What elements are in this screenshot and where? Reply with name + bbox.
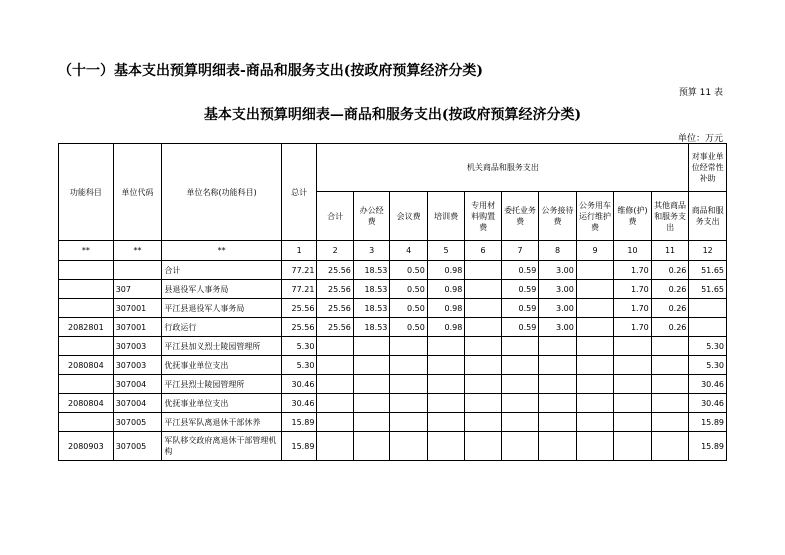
- table-cell: [501, 413, 538, 432]
- table-cell: 25.56: [317, 261, 353, 280]
- table-cell: [576, 337, 613, 356]
- index-cell: 8: [539, 241, 576, 261]
- table-cell: [427, 375, 464, 394]
- table-cell: [689, 318, 727, 337]
- table-cell: 3.00: [539, 299, 576, 318]
- table-row: [59, 299, 727, 318]
- table-cell: 30.46: [281, 375, 316, 394]
- table-cell: 平江县加义烈士陵园管理所: [162, 337, 282, 356]
- table-cell: [317, 337, 353, 356]
- table-cell: 优抚事业单位支出: [162, 394, 282, 413]
- table-cell: 0.50: [390, 261, 427, 280]
- table-cell: [465, 394, 501, 413]
- table-cell: 1.70: [614, 280, 651, 299]
- table-cell: 0.98: [427, 261, 464, 280]
- index-cell: **: [113, 241, 162, 261]
- table-cell: 0.26: [651, 318, 689, 337]
- table-cell: [353, 432, 389, 461]
- table-cell: 18.53: [353, 280, 389, 299]
- table-cell: [353, 337, 389, 356]
- table-cell: 77.21: [281, 261, 316, 280]
- table-cell: 25.56: [317, 299, 353, 318]
- table-cell: 307004: [113, 394, 162, 413]
- table-cell: [390, 432, 427, 461]
- table-cell: [614, 375, 651, 394]
- header-col: 商品和服务支出: [689, 192, 727, 241]
- table-cell: [59, 337, 114, 356]
- table-cell: [576, 356, 613, 375]
- table-cell: [465, 318, 501, 337]
- table-cell: 平江县退役军人事务局: [162, 299, 282, 318]
- table-cell: [501, 375, 538, 394]
- header-col: 专用材料购置费: [465, 192, 501, 241]
- table-cell: [59, 375, 114, 394]
- index-cell: 10: [614, 241, 651, 261]
- table-cell: [501, 337, 538, 356]
- table-cell: 25.56: [317, 318, 353, 337]
- table-cell: [614, 432, 651, 461]
- table-body: [59, 241, 727, 461]
- table-cell: 307004: [113, 375, 162, 394]
- table-cell: [390, 375, 427, 394]
- header-org-group: 机关商品和服务支出: [317, 144, 689, 192]
- table-cell: 25.56: [317, 280, 353, 299]
- index-cell: 12: [689, 241, 727, 261]
- table-cell: 合计: [162, 261, 282, 280]
- table-cell: 0.26: [651, 280, 689, 299]
- table-cell: 15.89: [689, 432, 727, 461]
- header-col: 公务用车运行维护费: [576, 192, 613, 241]
- table-cell: [576, 394, 613, 413]
- index-cell: 3: [353, 241, 389, 261]
- table-cell: 县退役军人事务局: [162, 280, 282, 299]
- table-cell: 0.26: [651, 261, 689, 280]
- table-cell: [614, 356, 651, 375]
- table-cell: [390, 413, 427, 432]
- table-cell: [576, 432, 613, 461]
- table-row: [59, 261, 727, 280]
- table-cell: [465, 299, 501, 318]
- table-cell: 3.00: [539, 280, 576, 299]
- header-total: 总计: [281, 144, 316, 241]
- index-cell: **: [59, 241, 114, 261]
- table-cell: [465, 280, 501, 299]
- unit-label: 单位：万元: [677, 134, 723, 144]
- table-row: [59, 413, 727, 432]
- index-cell: 6: [465, 241, 501, 261]
- table-cell: [353, 413, 389, 432]
- table-cell: [427, 394, 464, 413]
- table-cell: 军队移交政府离退休干部管理机构: [162, 432, 282, 461]
- table-cell: 307005: [113, 413, 162, 432]
- table-cell: [614, 413, 651, 432]
- table-cell: [390, 356, 427, 375]
- table-cell: 307: [113, 280, 162, 299]
- header-unit-name: 单位名称(功能科目): [162, 144, 282, 241]
- table-cell: [576, 261, 613, 280]
- table-cell: [59, 299, 114, 318]
- table-cell: 307001: [113, 318, 162, 337]
- table-cell: [465, 432, 501, 461]
- table-cell: 307001: [113, 299, 162, 318]
- index-cell: **: [162, 241, 282, 261]
- table-cell: 3.00: [539, 318, 576, 337]
- table-cell: [465, 337, 501, 356]
- table-row: [59, 280, 727, 299]
- table-cell: [539, 413, 576, 432]
- table-cell: [576, 413, 613, 432]
- table-cell: [390, 394, 427, 413]
- table-cell: 307005: [113, 432, 162, 461]
- index-cell: 5: [427, 241, 464, 261]
- header-col: 会议费: [390, 192, 427, 241]
- table-cell: [539, 432, 576, 461]
- index-cell: 4: [390, 241, 427, 261]
- table-row: [59, 318, 727, 337]
- table-cell: [427, 432, 464, 461]
- table-cell: [651, 356, 689, 375]
- table-cell: 307003: [113, 356, 162, 375]
- table-cell: 5.30: [281, 356, 316, 375]
- header-col: 维修(护)费: [614, 192, 651, 241]
- table-cell: 0.59: [501, 261, 538, 280]
- table-cell: 1.70: [614, 299, 651, 318]
- table-cell: [576, 280, 613, 299]
- table-row: [59, 394, 727, 413]
- table-cell: [651, 413, 689, 432]
- table-cell: [317, 356, 353, 375]
- table-cell: 15.89: [281, 413, 316, 432]
- table-cell: [539, 375, 576, 394]
- table-cell: 0.59: [501, 299, 538, 318]
- table-row: [59, 356, 727, 375]
- table-cell: [59, 413, 114, 432]
- table-cell: 77.21: [281, 280, 316, 299]
- table-cell: 51.65: [689, 280, 727, 299]
- header-col: 合计: [317, 192, 353, 241]
- table-cell: 2080804: [59, 394, 114, 413]
- table-cell: 0.26: [651, 299, 689, 318]
- table-cell: 0.98: [427, 299, 464, 318]
- table-cell: [465, 261, 501, 280]
- table-cell: [353, 375, 389, 394]
- table-cell: [501, 432, 538, 461]
- table-cell: [427, 337, 464, 356]
- table-cell: [539, 337, 576, 356]
- table-cell: [576, 299, 613, 318]
- table-cell: 25.56: [281, 299, 316, 318]
- table-cell: [651, 432, 689, 461]
- table-cell: [539, 394, 576, 413]
- index-cell: 7: [501, 241, 538, 261]
- table-cell: [651, 337, 689, 356]
- table-cell: [427, 413, 464, 432]
- table-cell: [353, 356, 389, 375]
- table-cell: 18.53: [353, 318, 389, 337]
- index-cell: 1: [281, 241, 316, 261]
- table-cell: [317, 394, 353, 413]
- table-cell: 2080804: [59, 356, 114, 375]
- table-cell: [651, 394, 689, 413]
- table-number: 预算 11 表: [678, 88, 723, 98]
- table-cell: 30.46: [689, 394, 727, 413]
- table-cell: 0.98: [427, 318, 464, 337]
- table-cell: 5.30: [689, 337, 727, 356]
- index-cell: 9: [576, 241, 613, 261]
- index-cell: 11: [651, 241, 689, 261]
- table-cell: 25.56: [281, 318, 316, 337]
- table-cell: [317, 375, 353, 394]
- table-cell: [576, 375, 613, 394]
- table-cell: [59, 261, 114, 280]
- table-row: [59, 432, 727, 461]
- budget-table: [58, 143, 727, 461]
- table-cell: 15.89: [689, 413, 727, 432]
- table-cell: 0.59: [501, 280, 538, 299]
- table-row: [59, 337, 727, 356]
- table-cell: [501, 394, 538, 413]
- table-cell: [390, 337, 427, 356]
- header-col: 培训费: [427, 192, 464, 241]
- index-cell: 2: [317, 241, 353, 261]
- header-func-code: 功能科目: [59, 144, 114, 241]
- table-cell: 0.50: [390, 299, 427, 318]
- table-cell: [651, 375, 689, 394]
- table-cell: [539, 356, 576, 375]
- table-cell: [614, 337, 651, 356]
- table-cell: 0.59: [501, 318, 538, 337]
- header-col: 办公经费: [353, 192, 389, 241]
- table-cell: [317, 413, 353, 432]
- table-cell: [59, 280, 114, 299]
- table-cell: [576, 318, 613, 337]
- table-cell: 18.53: [353, 261, 389, 280]
- table-cell: 307003: [113, 337, 162, 356]
- table-cell: 5.30: [281, 337, 316, 356]
- table-cell: 1.70: [614, 261, 651, 280]
- table-cell: 平江县军队离退休干部休养: [162, 413, 282, 432]
- table-cell: 2082801: [59, 318, 114, 337]
- table-cell: 0.50: [390, 318, 427, 337]
- table-cell: [689, 299, 727, 318]
- table-cell: [113, 261, 162, 280]
- table-cell: [465, 413, 501, 432]
- table-cell: [501, 356, 538, 375]
- section-title: （十一）基本支出预算明细表-商品和服务支出(按政府预算经济分类): [58, 63, 484, 79]
- header-public-group: 对事业单位经常性补助: [689, 144, 727, 192]
- table-cell: [353, 394, 389, 413]
- table-cell: 30.46: [281, 394, 316, 413]
- table-cell: [317, 432, 353, 461]
- table-cell: [614, 394, 651, 413]
- table-cell: 0.50: [390, 280, 427, 299]
- table-cell: 优抚事业单位支出: [162, 356, 282, 375]
- header-col: 其他商品和服务支出: [651, 192, 689, 241]
- header-col: 公务接待费: [539, 192, 576, 241]
- table-cell: 18.53: [353, 299, 389, 318]
- header-unit-code: 单位代码: [113, 144, 162, 241]
- table-cell: 3.00: [539, 261, 576, 280]
- table-cell: 1.70: [614, 318, 651, 337]
- table-cell: 0.98: [427, 280, 464, 299]
- page-title: 基本支出预算明细表—商品和服务支出(按政府预算经济分类): [203, 107, 582, 123]
- table-cell: 行政运行: [162, 318, 282, 337]
- table-cell: 5.30: [689, 356, 727, 375]
- table-cell: 2080903: [59, 432, 114, 461]
- index-row: [59, 241, 727, 261]
- table-cell: [465, 375, 501, 394]
- table-cell: 51.65: [689, 261, 727, 280]
- table-cell: 30.46: [689, 375, 727, 394]
- table-cell: 15.89: [281, 432, 316, 461]
- table-cell: 平江县烈士陵园管理所: [162, 375, 282, 394]
- table-cell: [427, 356, 464, 375]
- table-row: [59, 375, 727, 394]
- table-cell: [465, 356, 501, 375]
- header-col: 委托业务费: [501, 192, 538, 241]
